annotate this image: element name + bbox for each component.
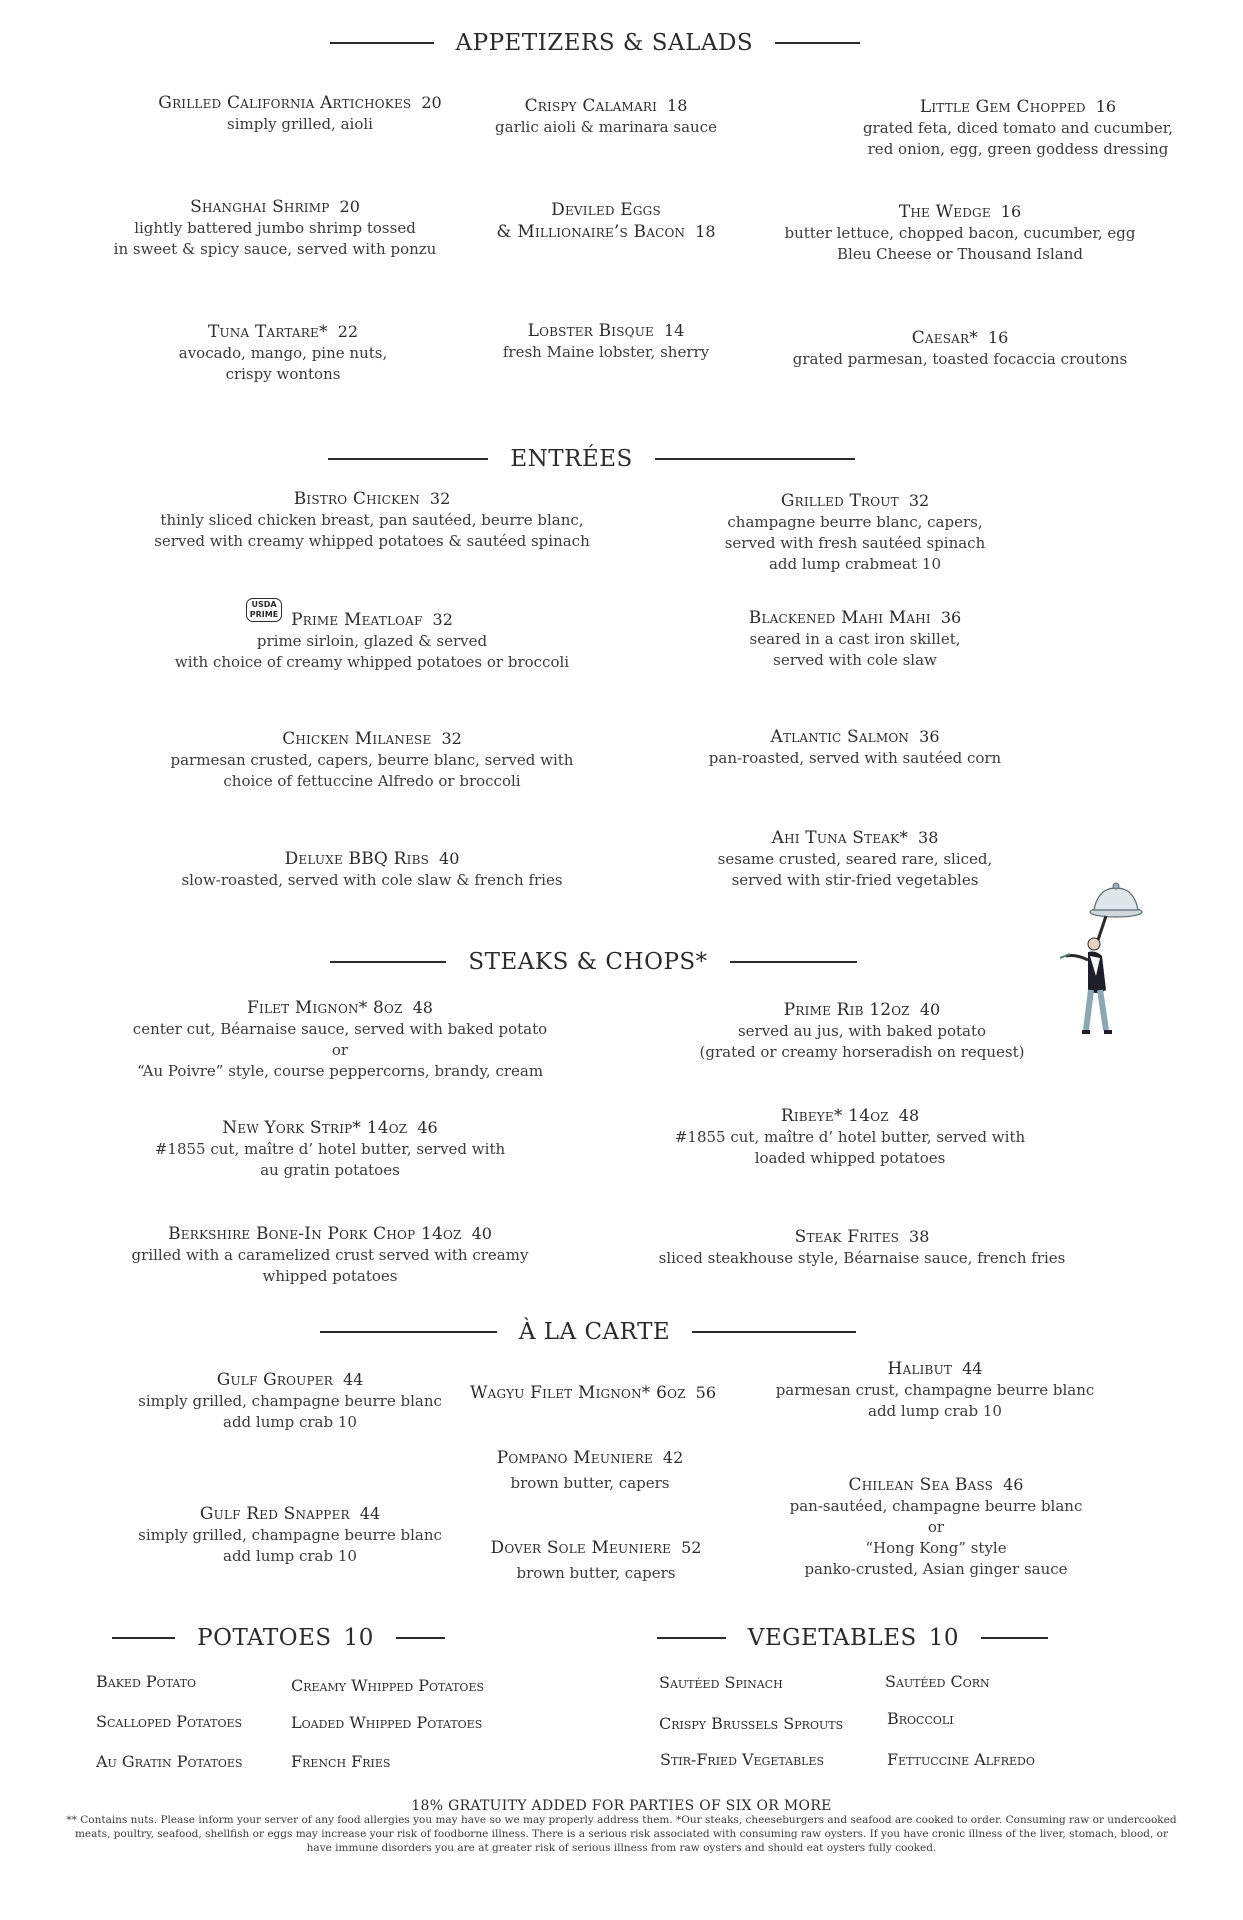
header-rule xyxy=(730,961,857,963)
cloche-icon xyxy=(1090,883,1142,917)
header-rule xyxy=(112,1637,175,1639)
side-item: French Fries xyxy=(291,1752,391,1771)
potatoes-price: 10 xyxy=(343,1625,374,1651)
menu-item: Dover Sole Meuniere 52 brown butter, capers xyxy=(490,1538,702,1582)
menu-item: Chicken Milanese 32 parmesan crusted, capers, beurre blanc, served with choice of fettuccine Alfredo or broccoli xyxy=(170,729,574,790)
menu-item: Chilean Sea Bass 46 pan-sautéed, champagne beurre blanc or “Hong Kong” style panko-crusted, Asian ginger sauce xyxy=(789,1475,1083,1578)
steaks-title: STEAKS & CHOPS* xyxy=(468,949,708,975)
appetizers-title: APPETIZERS & SALADS xyxy=(455,30,754,56)
side-item: Scalloped Potatoes xyxy=(96,1712,243,1731)
header-rule xyxy=(328,458,488,460)
usda-prime-badge: USDA PRIME xyxy=(246,598,282,622)
menu-item: Prime Meatloaf 32 prime sirloin, glazed & served with choice of creamy whipped potatoes or broccoli xyxy=(174,610,570,671)
menu-item: Wagyu Filet Mignon* 6oz 56 xyxy=(469,1383,717,1403)
side-item: Sautéed Spinach xyxy=(659,1673,783,1692)
header-rule xyxy=(692,1331,856,1333)
menu-item: Grilled Trout 32 champagne beurre blanc, capers, served with fresh sautéed spinach add lump crabmeat 10 xyxy=(724,491,986,573)
menu-item: The Wedge 16 butter lettuce, chopped bacon, cucumber, egg Bleu Cheese or Thousand Island xyxy=(784,202,1136,263)
menu-item: Halibut 44 parmesan crust, champagne beurre blanc add lump crab 10 xyxy=(775,1359,1095,1420)
menu-item: Pompano Meuniere 42 brown butter, capers xyxy=(496,1448,684,1492)
entrees-title: ENTRÉES xyxy=(510,446,633,472)
header-rule xyxy=(320,1331,497,1333)
entrees-header xyxy=(328,446,855,472)
side-item: Stir-Fried Vegetables xyxy=(660,1750,825,1769)
menu-item: Gulf Grouper 44 simply grilled, champagne beurre blanc add lump crab 10 xyxy=(138,1370,442,1431)
menu-item: Steak Frites 38 sliced steakhouse style, Béarnaise sauce, french fries xyxy=(658,1227,1066,1267)
alacarte-title: À LA CARTE xyxy=(518,1319,671,1345)
potatoes-header xyxy=(112,1625,445,1651)
header-rule xyxy=(655,458,855,460)
gratuity-notice: 18% GRATUITY ADDED FOR PARTIES OF SIX OR MORE xyxy=(411,1798,832,1814)
menu-item: Crispy Calamari 18 garlic aioli & marinara sauce xyxy=(495,96,717,136)
header-rule xyxy=(657,1637,726,1639)
side-item: Creamy Whipped Potatoes xyxy=(291,1676,485,1695)
header-rule xyxy=(330,42,434,44)
menu-item: Ahi Tuna Steak* 38 sesame crusted, seared rare, sliced, served with stir-fried vegetables xyxy=(717,828,993,889)
menu-item: Bistro Chicken 32 thinly sliced chicken breast, pan sautéed, beurre blanc, served with creamy whipped potatoes & sautéed spinach xyxy=(154,489,590,550)
appetizers-header xyxy=(330,30,860,56)
menu-item: Grilled California Artichokes 20 simply grilled, aioli xyxy=(158,93,442,133)
menu-item: Little Gem Chopped 16 grated feta, diced tomato and cucumber, red onion, egg, green goddess dressing xyxy=(862,97,1174,158)
header-rule xyxy=(330,961,446,963)
menu-item: Deluxe BBQ Ribs 40 slow-roasted, served with cole slaw & french fries xyxy=(181,849,563,889)
menu-item: New York Strip* 14oz 46 #1855 cut, maître d’ hotel butter, served with au gratin potatoes xyxy=(154,1118,506,1179)
menu-item: Ribeye* 14oz 48 #1855 cut, maître d’ hotel butter, served with loaded whipped potatoes xyxy=(674,1106,1026,1167)
vegetables-title: VEGETABLES xyxy=(747,1625,917,1651)
side-item: Fettuccine Alfredo xyxy=(887,1750,1035,1769)
side-item: Crispy Brussels Sprouts xyxy=(659,1714,844,1733)
menu-item: Caesar* 16 grated parmesan, toasted focaccia croutons xyxy=(792,328,1128,368)
menu-item: Berkshire Bone-In Pork Chop 14oz 40 grilled with a caramelized crust served with creamy whipped potatoes xyxy=(131,1224,529,1285)
side-item: Baked Potato xyxy=(96,1672,197,1691)
steaks-header xyxy=(330,949,857,975)
menu-item: Atlantic Salmon 36 pan-roasted, served with sautéed corn xyxy=(708,727,1002,767)
vegetables-header xyxy=(657,1625,1048,1651)
header-rule xyxy=(775,42,860,44)
side-item: Au Gratin Potatoes xyxy=(96,1752,243,1771)
menu-item: Shanghai Shrimp 20 lightly battered jumbo shrimp tossed in sweet & spicy sauce, served with ponzu xyxy=(113,197,437,258)
menu-item: Blackened Mahi Mahi 36 seared in a cast iron skillet, served with cole slaw xyxy=(748,608,962,669)
menu-item: Gulf Red Snapper 44 simply grilled, champagne beurre blanc add lump crab 10 xyxy=(138,1504,442,1565)
potatoes-title: POTATOES xyxy=(197,1625,332,1651)
menu-item: Lobster Bisque 14 fresh Maine lobster, sherry xyxy=(502,321,710,361)
vegetables-price: 10 xyxy=(928,1625,960,1651)
menu-item: Deviled Eggs & Millionaire’s Bacon 18 xyxy=(496,200,716,242)
header-rule xyxy=(396,1637,445,1639)
side-item: Sautéed Corn xyxy=(885,1672,990,1691)
side-item: Broccoli xyxy=(887,1709,954,1728)
side-item: Loaded Whipped Potatoes xyxy=(291,1713,483,1732)
header-rule xyxy=(981,1637,1048,1639)
menu-item: Filet Mignon* 8oz 48 center cut, Béarnaise sauce, served with baked potato or “Au Poivre” style, course peppercorns, brandy, cream xyxy=(132,998,548,1080)
alacarte-header xyxy=(320,1319,856,1345)
menu-item: Prime Rib 12oz 40 served au jus, with baked potato (grated or creamy horseradish on request) xyxy=(699,1000,1025,1061)
menu-item: Tuna Tartare* 22 avocado, mango, pine nuts, crispy wontons xyxy=(178,322,388,383)
allergy-disclaimer: ** Contains nuts. Please inform your server of any food allergies you may have so we may properly address them. *Our steaks, cheeseburgers and seafood are cooked to order. Consuming raw or undercooked meats, poultry, seafood, shellfish or eggs may increase your risk of foodborne illness. There is a serious risk associated with consuming raw oysters. If you have cronic illness of the liver, stomach, blood, or have immune disorders you are at greater risk of serious illness from raw oysters and should eat oysters fully cooked. xyxy=(66,1814,1177,1854)
